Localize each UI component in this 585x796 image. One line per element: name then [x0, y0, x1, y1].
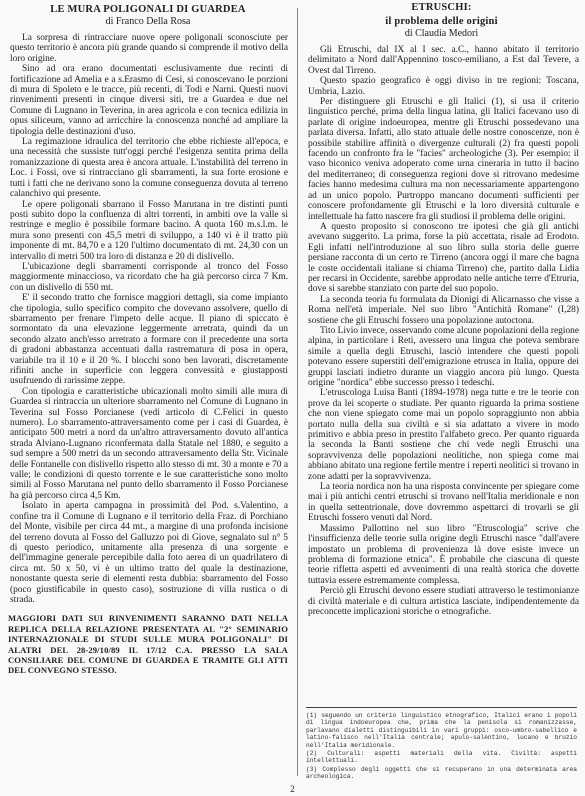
paragraph: Questo spazio geografico è oggi diviso in tre regioni: Toscana, Umbria, Lazio.: [308, 76, 579, 97]
paragraph: Gli Etruschi, dal IX al I sec. a.C., hanno abitato il territorio delimitato a Nord dall'Appennino tosco-emiliano, a Est dal Tevere, a Ovest dal Tirreno.: [308, 45, 579, 76]
paragraph: Massimo Pallottino nel suo libro "Etruscologia" scrive che l'insufficienza delle teorie sulla origine degli Etruschi nasce "dall'avere impostato un problema di provenienza là dove esiste invece un problema di formazione etnica". È probabile che ciascuna di queste teorie rifletta aspetti ed avvenimenti di una realtà storica che dovette tuttavia essere estremamente complessa.: [308, 523, 579, 586]
paragraph: L'ubicazione degli sbarramenti corrisponde al tronco del Fosso maggiormente minaccioso, va ricordato che ha già percorso circa 7 Km. con un dislivello di 550 mt.: [10, 261, 288, 293]
right-article-subtitle: il problema delle origini: [385, 16, 498, 27]
paragraph: Con tipologia e caratteristiche ubicazionali molto simili alle mura di Guardea si rintraccia un ulteriore sbarramento nel Comune di Lugnano in Teverina sul Fosso Porcianese (vedi articolo di C.Felici in questo numero). Lo sbarramento-attraversamento come per i casi di Guardea, è anticipato 500 metri a nord da un'altro attraversamento dovuto all'antica strada Alviano-Lugnano riconfermata dalla Statale nel 1880, e seguito a sud sempre a 500 metri da un secondo attraversamento della Str. Vicinale delle Fontanelle con dislivello rispetto allo stesso di mt. 30 a monte e 70 a valle; le condizioni di questo torrente e le sue caratteristiche sono molto simili al Fosso Marutana nel punto dello sbarramento il Fosso Porcianese ha già percorso circa 4,5 Km.: [10, 386, 288, 501]
paragraph: La regimazione idraulica del territorio che ebbe richieste all'epoca, e una necessità che sussiste tutt'oggi perché l'esigenza sentita prima della romanizzazione di questa area è ancora attuale. L'instabilità del terreno in Loc. i Fossi, ove si rintracciano gli sbarramenti, la sua forte erosione e tutti i fatti che ne derivano sono la comune conseguenza dovuta al terreno calanchivo qui presente.: [10, 137, 288, 200]
right-article-title: ETRUSCHI:: [411, 2, 472, 13]
left-article-notice: MAGGIORI DATI SUI RINVENIMENTI SARANNO DATI NELLA REPLICA DELLA RELAZIONE PRESENTATA AL "2° SEMINARIO INTERNAZIONALE DI STUDI SULLE MURA POLIGONALI" DI ALATRI DEL 28-29/10/89 IL 17/12 C.A. PRESSO LA SALA CONSILIARE DEL COMUNE DI GUARDEA E TRAMITE GLI ATTI DEL CONVEGNO STESSO.: [8, 613, 288, 676]
paragraph: L'etruscologa Luisa Banti (1894-1978) nega tutte e tre le teorie con prove da lei scoperte o studiate. Per quanto riguarda la prima sostiene che non viene spiegato come mai un popolo sopraggiunto non abbia portato nulla della sua civiltà e si sia adattato a vivere in modo primitivo e abbia preso in prestito l'alfabeto greco. Per quanto riguarda la seconda la Banti sostiene che chi vede negli Etruschi una sopravvivenza delle popolazioni neolitiche, non spiega come mai abbiano abitato una regione fertile mentre i reperti neolitici si trovano in zone adatti per la sopravvivenza.: [308, 388, 579, 482]
footnote: (3) Complesso degli oggetti che si recuperano in una determinata area archeologica.: [306, 765, 577, 781]
footnote: (2) Culturali: aspetti materiali della vita. Civiltà: aspetti intellettuali.: [306, 750, 577, 765]
paragraph: La sorpresa di rintracciare nuove opere poligonali sconosciute per questo territorio è ancora più grande quando si comprende il motivo della loro origine.: [10, 33, 288, 64]
paragraph: Sino ad ora erano documentati esclusivamente due recinti di fortificazione ad Amelia e a s.Erasmo di Cesi, si conoscevano le porzioni di mura di Spoleto e le tracce, più recenti, di Todi e Narni. Questi nuovi rinvenimenti presenti in cinque diversi siti, tre a Guardea e due nel Comune di Lugnano in Teverina, in area agricola e con tecnica edilizia in opus siliceum, vanno ad arricchire la conoscenza nonché ad ampliare la tipologia delle destinazioni d'uso.: [10, 64, 288, 137]
left-article-title: LE MURA POLIGONALI DI GUARDEA: [50, 4, 246, 15]
paragraph: La seconda teoria fu formulata da Dionigi di Alicarnasso che visse a Roma nell'età imperiale. Nel suo libro "Antichità Romane" (I,28) sostiene che gli Etruschi fossero una popolazione autoctona.: [308, 294, 579, 326]
footnotes: [306, 707, 577, 782]
left-column: [0, 0, 296, 676]
left-article-body: [10, 33, 288, 605]
paragraph: Per distinguere gli Etruschi e gli Italici (1), si usa il criterio linguistico perché, prima della lingua latina, gli Italici facevano uso di parlate di origine indoeuropea, mentre gli Etruschi possedevano una parlata diversa. Infatti, allo stato attuale delle nostre conoscenze, non è possibile stabilire affinità o divergenze culturali (2) fra questi popoli facendo un confronto fra le "facies" archeologiche (3). Per esempio: il vaso biconico veniva adoperato come urna cineraria in tutto il bacino del mediterraneo; di conseguenza regioni dove si ritrovano medesime facies hanno medesima cultura ma non necessariamente appartengono ad un unico popolo. Purtroppo mancano documenti sufficienti per conoscere profondamente gli Etruschi e la loro diversità culturale e intellettuale ha fatto nascere fra gli studiosi il problema delle origini.: [308, 97, 579, 222]
paragraph: Isolato in aperta campagna in prossimità del Pod. s.Valentino, a confine tra il Comune di Lugnano e il territorio della Fraz. di Porchiano del Monte, visibile per circa 44 mt., a margine di una profonda incisione del terreno dovuta al Fosso del Galluzzo poi di Giove, segnalato sul n° 5 di questo periodico, unitamente alla presenza di una sorgente e dell'immagine generale percepibile dalla foto aerea di un quadrilatero di circa mt. 50 x 50, vi è un ultimo tratto del quale la destinazione, nonostante questa serie di elementi resta dubbia: sbarramento del Fosso (poco giustificabile in questo caso), sostruzione di villa rustica o di strada.: [10, 501, 288, 605]
right-article-byline: di Claudia Medori: [404, 28, 479, 39]
right-article-body: [308, 45, 579, 617]
paragraph: Tito Livio invece, osservando come alcune popolazioni della regione alpina, in particolare i Reti, avessero una lingua che poteva sembrare simile a quella degli Etruschi, lasciò intendere che questi popoli potevano essere superstiti dell'emigrazione etrusca in Italia, oppure dei gruppi lasciati indietro durante un viaggio ancora più lungo. Questa origine "nordica" ebbe successo presso i tedeschi.: [308, 325, 579, 388]
paragraph: Le opere poligonali sbarrano il Fosso Marutana in tre distinti punti posti subito dopo la confluenza di altri torrenti, in ambiti ove la valle si restringe e meglio è possibile formare bacino. A quota 160 m.s.l.m. le mura sono presenti con 45,5 metri di sviluppo, a 140 vi è il tratto più imponente di mt. 84,70 e a 120 l'ultimo documentato di mt. 24,30 con un intervallo di metri 500 tra loro di distanza e 20 di dislivello.: [10, 199, 288, 262]
footnote: (1) seguendo un criterio linguistico etnografico, Italici erano i popoli di lingua indoeuropea che, prima che la penisola si romanizzasse, parlavano dialetti distinguibili in vari gruppi: osco-umbro-sabellico e latino-falisco nell'Italia centrale; apulo-salentino, lucano e bruzio nell'Italia meridionale.: [306, 712, 577, 749]
paragraph: La teoria nordica non ha una risposta convincente per spiegare come mai i più antichi centri etruschi si trovano nell'Italia meridionale e non in quella settentrionale, dove dovremmo aspettarci di trovarli se gli Etruschi fossero venuti dal Nord.: [308, 482, 579, 524]
paragraph: E' il secondo tratto che fornisce maggiori dettagli, sia come impianto che tipologia, sullo specifico compito che dovevano assolvere, quello di sbarramento per frenare l'impeto delle acque. Il piano di spiccato è sormontato da una elevazione leggermente arretrata, quindi da un secondo alzato anch'esso arretrato a formare con il precedente una sorta di gradoni abbastanza accentuati dalla rastrematura di posa in opera, variabile tra il 10 e il 20 %. I blocchi sono ben lavorati, discretamente rifiniti anche in superficie con leggera convessità e giustapposti usufruendo di rarissime zeppe.: [10, 293, 288, 387]
paragraph: A questo proposito si conoscono tre ipotesi che già gli antichi avevano suggerito. La prima, forse la più accettata, risale ad Erodoto. Egli infatti nell'introduzione al suo libro sulla storia delle guerre persiane racconta di un certo re Tirreno (ancora oggi il mare che bagna le coste occidentali italiane si chiama Tirreno) che, partito dalla Lidia per recarsi in Occidente, sarebbe approdato nelle antiche terre d'Etruria, dove si sarebbe stanziato con parte del suo popolo.: [308, 221, 579, 295]
right-column: [298, 0, 585, 617]
left-article-byline: di Franco Della Rosa: [105, 16, 191, 27]
page-number: 2: [290, 784, 295, 794]
paragraph: Perciò gli Etruschi devono essere studiati attraverso le testimonianze di civiltà materiale e di cultura artistica lasciate, indipendentemente da preconcette implicazioni storiche o etnografiche.: [308, 586, 579, 617]
